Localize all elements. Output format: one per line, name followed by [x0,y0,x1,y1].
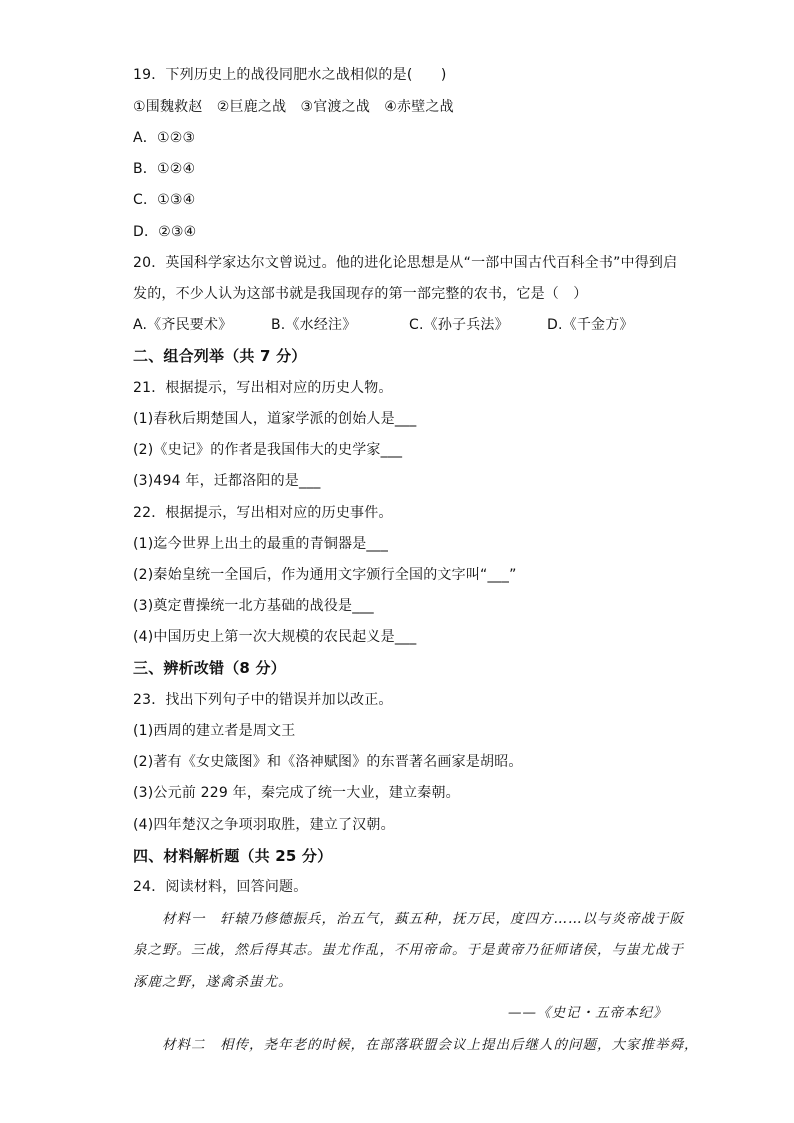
q21-item-2: (2)《史记》的作者是我国伟大的史学家___ [133,442,403,458]
section3-heading: 三、辨析改错（8 分） [133,659,286,677]
material1-line3: 涿鹿之野，遂禽杀蚩尤。 [133,974,293,990]
q23-item-1: (1)西周的建立者是周文王 [133,723,296,739]
q22-item-3: (3)奠定曹操统一北方基础的战役是___ [133,598,374,614]
q20-option-a: A.《齐民要术》 [133,317,233,333]
q21-stem: 21．根据提示，写出相对应的历史人物。 [133,380,393,396]
q19-option-d: D．②③④ [133,224,197,240]
material2-line1: 材料二 相传，尧年老的时候，在部落联盟会议上提出后继人的问题，大家推举舜， [162,1037,699,1053]
q20-options [133,316,634,334]
q22-item-2: (2)秦始皇统一全国后，作为通用文字颁行全国的文字叫“___” [133,567,517,583]
q19-stem: 19．下列历史上的战役同肥水之战相似的是( ) [133,67,447,83]
q22-item-4: (4)中国历史上第一次大规模的农民起义是___ [133,629,417,645]
q23-item-2: (2)著有《女史箴图》和《洛神赋图》的东晋著名画家是胡昭。 [133,754,523,770]
q21-item-1: (1)春秋后期楚国人，道家学派的创始人是___ [133,411,417,427]
q20-option-c: C.《孙子兵法》 [409,317,509,333]
section2-heading: 二、组合列举（共 7 分） [133,347,307,365]
material1-line2: 泉之野。三战，然后得其志。蚩尤作乱，不用帝命。于是黄帝乃征师诸侯，与蚩尤战于 [133,942,684,958]
q20-stem-line2: 发的，不少人认为这部书就是我国现存的第一部完整的农书，它是（ ） [133,286,588,302]
q23-item-4: (4)四年楚汉之争项羽取胜，建立了汉朝。 [133,817,395,833]
q19-option-c: C．①③④ [133,192,196,208]
q20-option-d: D.《千金方》 [547,317,634,333]
section4-heading: 四、材料解析题（共 25 分） [133,847,333,865]
q19-option-a: A．①②③ [133,130,196,146]
q19-option-b: B．①②④ [133,161,196,177]
material1-line1: 材料一 轩辕乃修德振兵，治五气，蓺五种，抚万民，度四方……以与炎帝战于阪 [162,911,684,927]
q19-items: ①围魏救赵 ②巨鹿之战 ③官渡之战 ④赤壁之战 [133,99,454,115]
material1-source: ——《史记・五帝本纪》 [508,1005,668,1021]
q23-stem: 23．找出下列句子中的错误并加以改正。 [133,692,393,708]
q23-item-3: (3)公元前 229 年，秦完成了统一大业，建立秦朝。 [133,785,460,801]
q20-option-b: B.《水经注》 [271,317,357,333]
q24-stem: 24．阅读材料，回答问题。 [133,879,308,895]
q22-stem: 22．根据提示，写出相对应的历史事件。 [133,505,393,521]
q21-item-3: (3)494 年，迁都洛阳的是___ [133,473,321,489]
q20-stem-line1: 20．英国科学家达尔文曾说过。他的进化论思想是从“一部中国古代百科全书”中得到启 [133,255,678,271]
q22-item-1: (1)迄今世界上出土的最重的青铜器是___ [133,536,389,552]
